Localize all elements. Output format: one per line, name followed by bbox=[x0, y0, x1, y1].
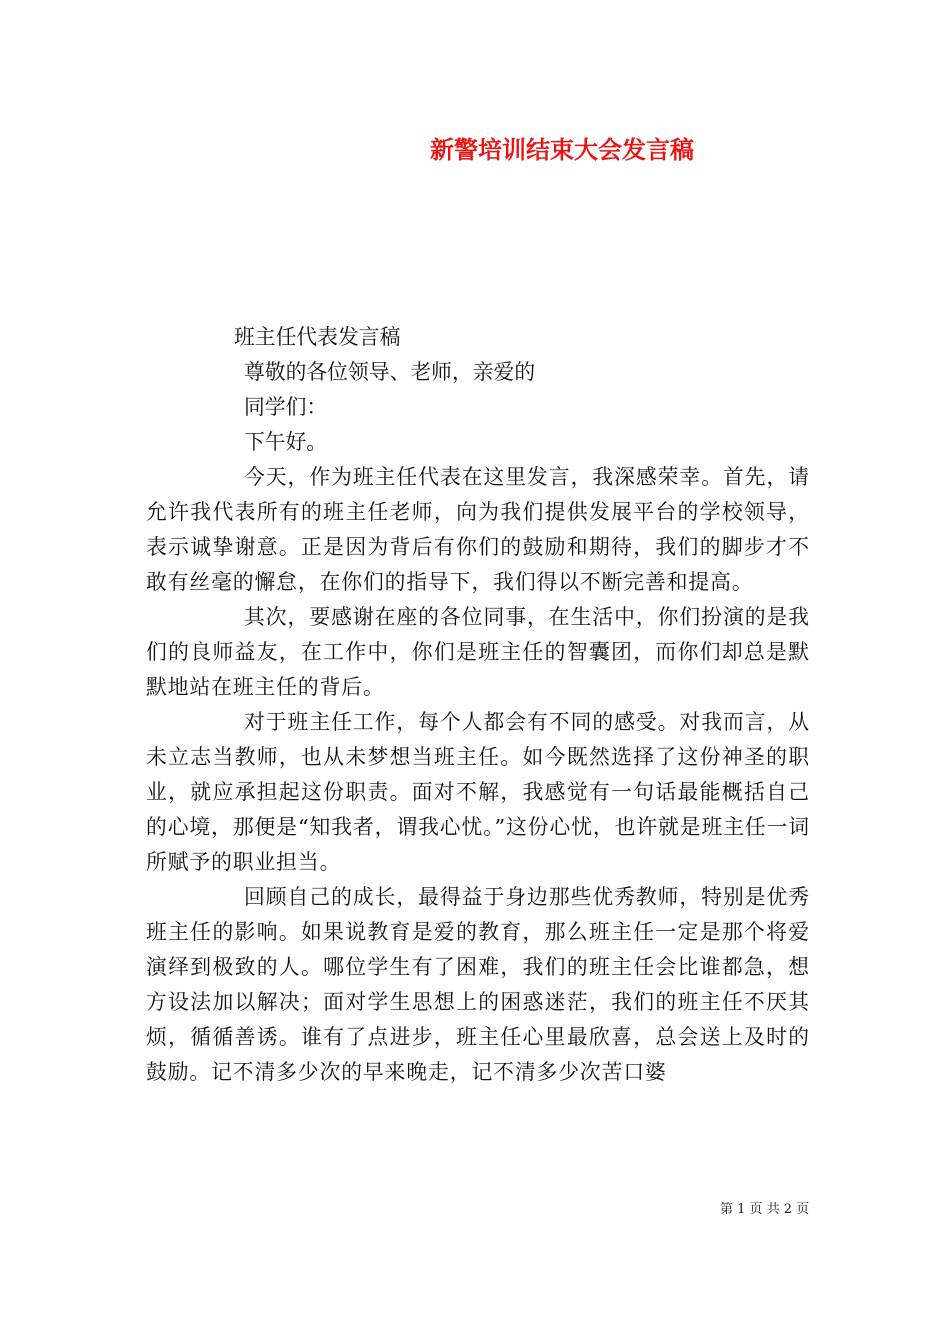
document-title: 新警培训结束大会发言稿 bbox=[430, 135, 694, 164]
body-paragraph: 其次，要感谢在座的各位同事，在生活中，你们扮演的是我们的良师益友，在工作中，你们是班主任的智囊团，而你们却总是默默地站在班主任的背后。 bbox=[146, 605, 810, 699]
speech-heading: 班主任代表发言稿 bbox=[234, 325, 401, 349]
page-number: 第 1 页 共 2 页 bbox=[720, 1202, 810, 1217]
body-paragraph: 对于班主任工作，每个人都会有不同的感受。对我而言，从未立志当教师，也从未梦想当班主任。如今既然选择了这份神圣的职业，就应承担起这份职责。面对不解，我感觉有一句话最能概括自己的心境，那便是“知我者，谓我心忧。”这份心忧，也许就是班主任一词所赋予的职业担当。 bbox=[146, 710, 810, 874]
salutation-line: 同学们： bbox=[244, 395, 328, 419]
document-body bbox=[146, 320, 810, 1090]
salutation-line: 尊敬的各位领导、老师，亲爱的 bbox=[244, 360, 536, 384]
greeting-line: 下午好。 bbox=[244, 430, 328, 454]
body-paragraph: 今天，作为班主任代表在这里发言，我深感荣幸。首先，请允许我代表所有的班主任老师，向为我们提供发展平台的学校领导，表示诚挚谢意。正是因为背后有你们的鼓励和期待，我们的脚步才不敢有丝毫的懈怠，在你们的指导下，我们得以不断完善和提高。 bbox=[146, 465, 810, 594]
body-paragraph: 回顾自己的成长，最得益于身边那些优秀教师，特别是优秀班主任的影响。如果说教育是爱的教育，那么班主任一定是那个将爱演绎到极致的人。哪位学生有了困难，我们的班主任会比谁都急，想方设法加以解决；面对学生思想上的困惑迷茫，我们的班主任不厌其烦，循循善诱。谁有了点进步，班主任心里最欣喜，总会送上及时的鼓励。记不清多少次的早来晚走，记不清多少次苦口婆 bbox=[146, 885, 810, 1084]
